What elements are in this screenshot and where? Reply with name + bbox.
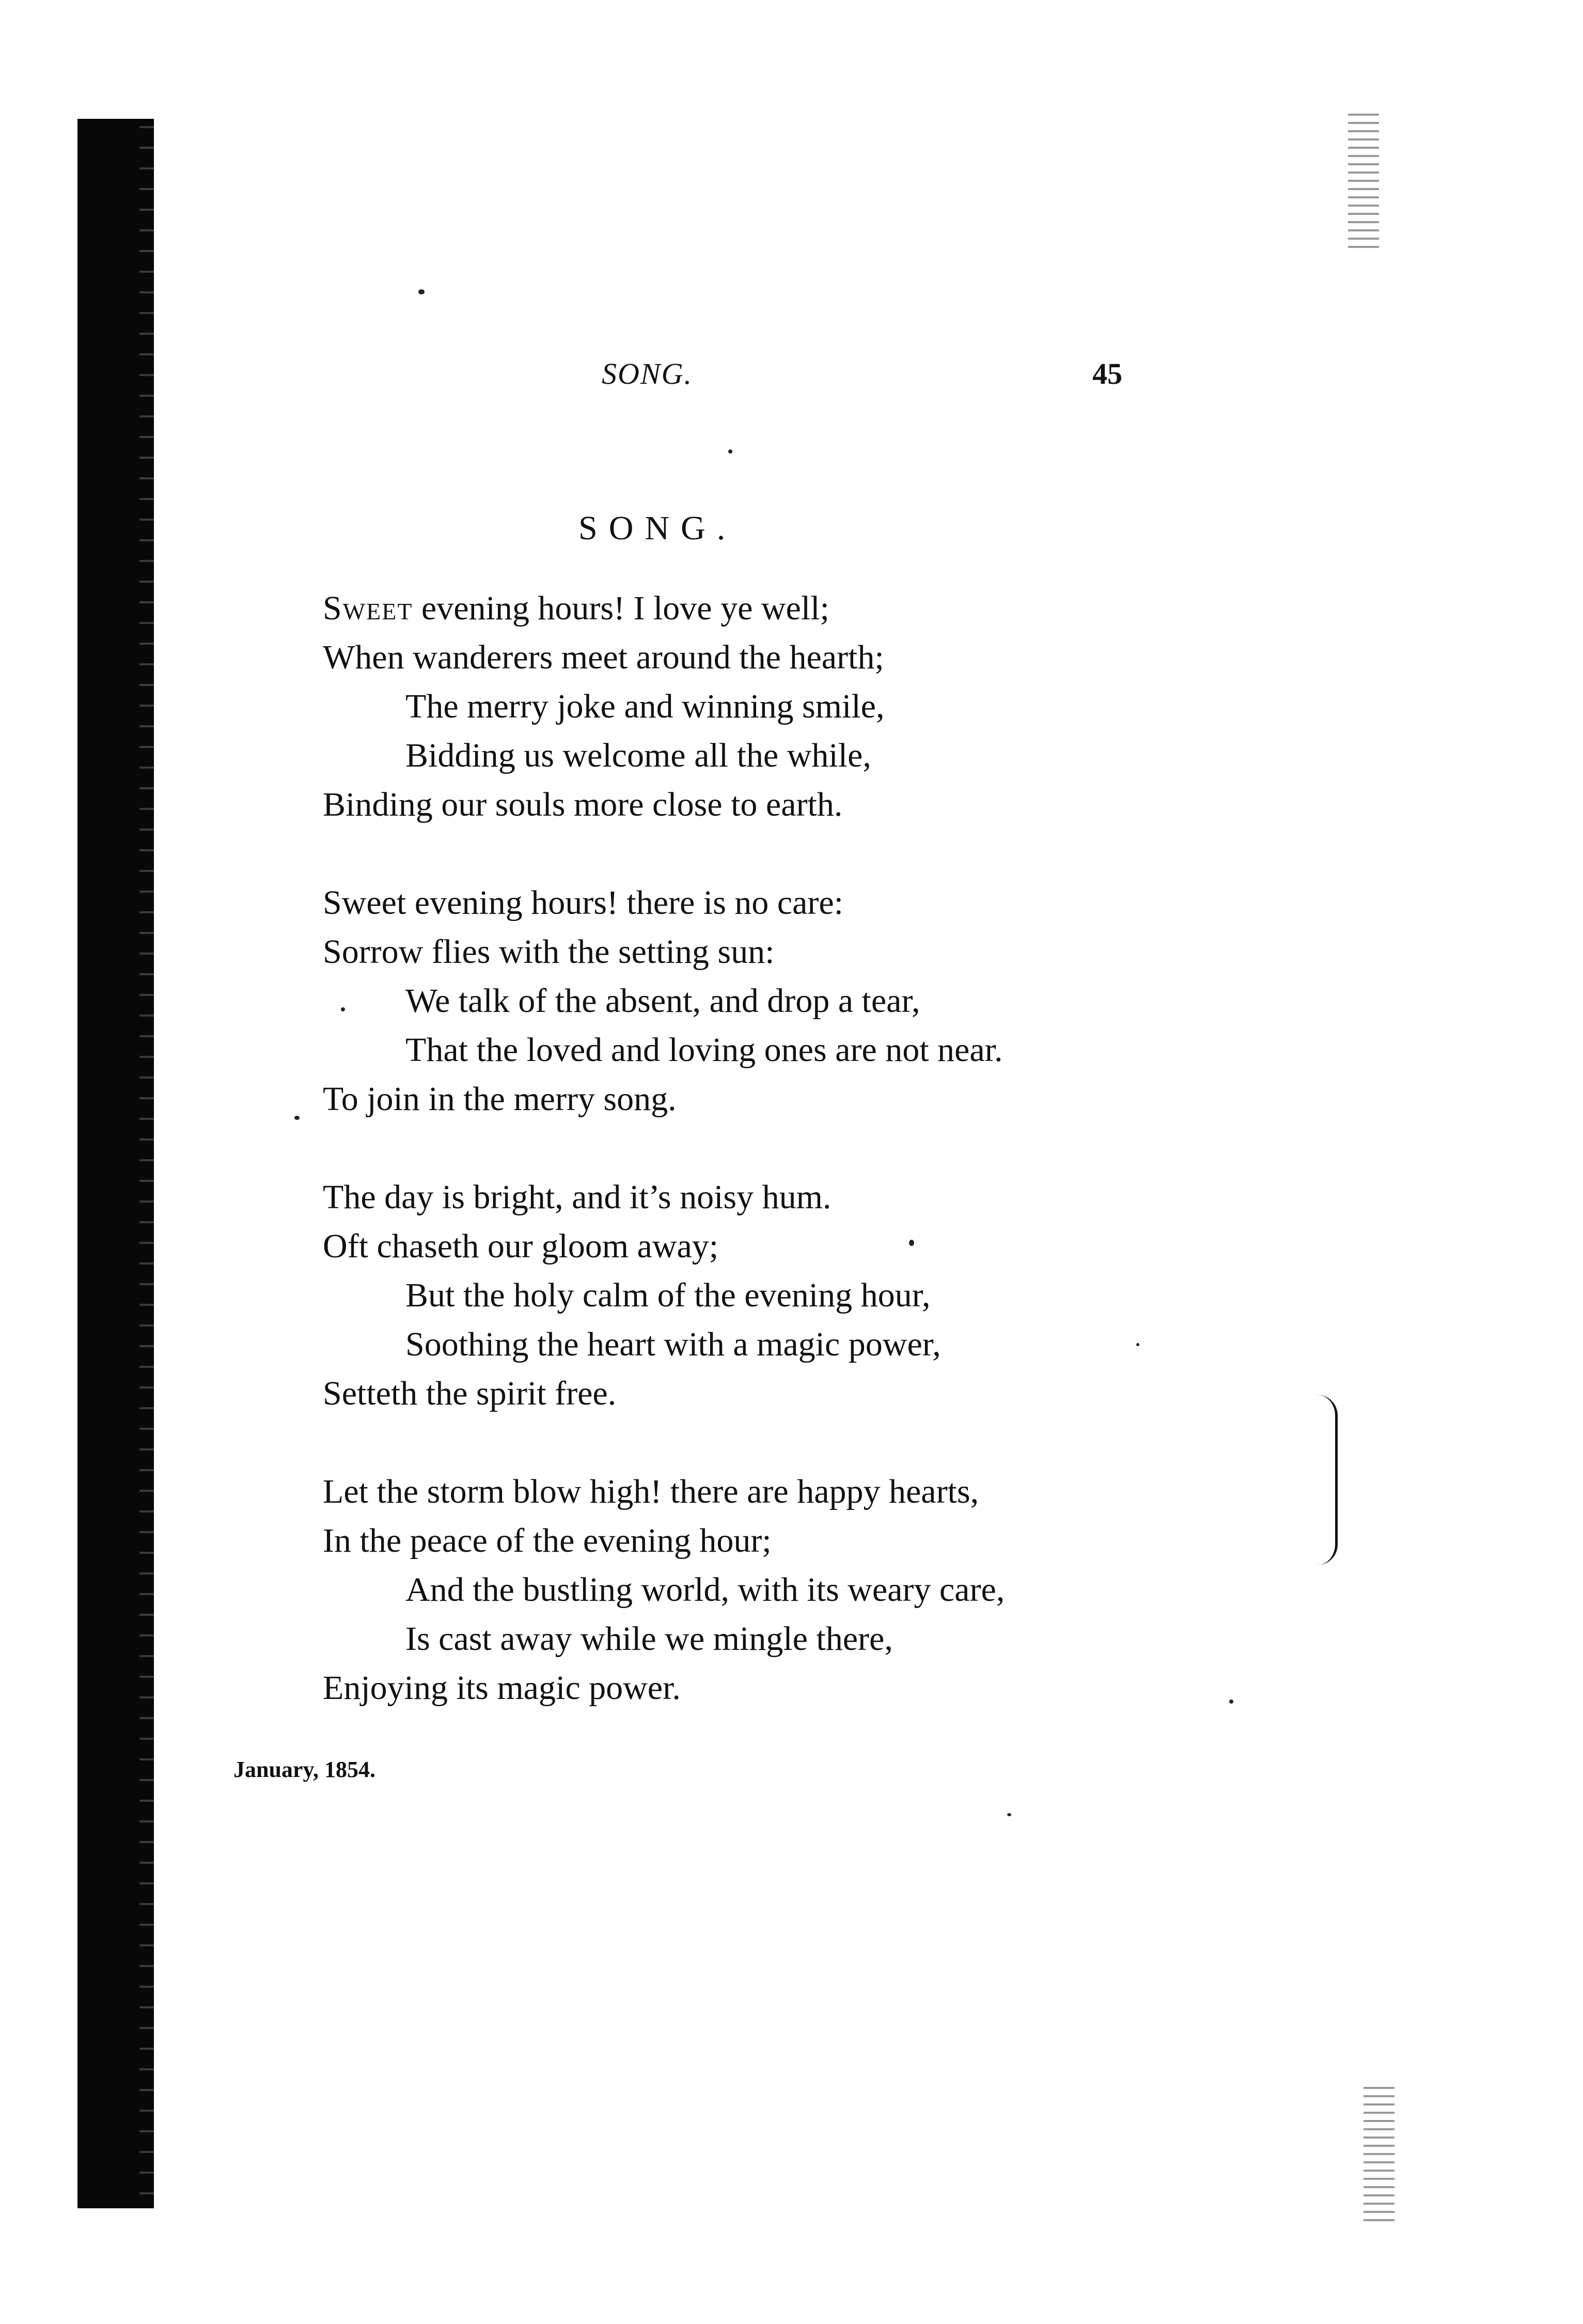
poem-line: In the peace of the evening hour; bbox=[323, 1522, 772, 1559]
poem-line: But the holy calm of the evening hour, bbox=[405, 1276, 931, 1314]
poem-line: Soothing the heart with a magic power, bbox=[405, 1325, 941, 1363]
running-title: SONG. bbox=[602, 357, 693, 391]
dateline: January, 1854. bbox=[233, 1757, 376, 1782]
poem-line: Enjoying its magic power. bbox=[323, 1669, 681, 1707]
poem-line: Bidding us welcome all the while, bbox=[405, 737, 871, 774]
poem-line: The day is bright, and it’s noisy hum. bbox=[323, 1178, 832, 1216]
speck bbox=[728, 449, 732, 454]
edge-noise-top bbox=[1348, 114, 1379, 248]
poem-line: Oft chaseth our gloom away; bbox=[323, 1227, 719, 1265]
speck bbox=[1007, 1813, 1011, 1816]
poem-line: Setteth the spirit free. bbox=[323, 1375, 617, 1412]
stanza bbox=[323, 1173, 1201, 1418]
poem-line bbox=[323, 584, 1201, 633]
stanza bbox=[323, 878, 1201, 1124]
running-head bbox=[0, 356, 1583, 398]
stanza bbox=[323, 584, 1201, 829]
margin-pencil-mark bbox=[1314, 1395, 1338, 1565]
speck bbox=[341, 1007, 345, 1011]
edge-noise-bottom bbox=[1363, 2087, 1394, 2221]
poem-line: Binding our souls more close to earth. bbox=[323, 786, 843, 823]
poem-line: Sweet evening hours! there is no care: bbox=[323, 884, 843, 922]
poem-line-text: evening hours! I love ye well; bbox=[413, 589, 829, 627]
poem-line: That the loved and loving ones are not near. bbox=[405, 1031, 1003, 1069]
drop-word: Sweet bbox=[323, 589, 413, 627]
speck bbox=[418, 289, 425, 294]
poem-title: SONG. bbox=[578, 509, 737, 547]
poem-line: To join in the merry song. bbox=[323, 1080, 677, 1118]
poem-line: When wanderers meet around the hearth; bbox=[323, 638, 884, 676]
binding-edge bbox=[77, 119, 147, 2208]
speck bbox=[909, 1240, 914, 1246]
poem-line: The merry joke and winning smile, bbox=[405, 688, 885, 725]
speck bbox=[294, 1116, 300, 1120]
speck bbox=[1136, 1343, 1139, 1346]
speck bbox=[1229, 1699, 1233, 1704]
page-number: 45 bbox=[1092, 357, 1122, 391]
poem-body bbox=[323, 584, 1201, 1761]
poem-line: Sorrow flies with the setting sun: bbox=[323, 933, 775, 971]
poem-line: We talk of the absent, and drop a tear, bbox=[405, 982, 920, 1020]
poem-line: Let the storm blow high! there are happy hearts, bbox=[323, 1473, 979, 1510]
stanza bbox=[323, 1467, 1201, 1712]
poem-line: Is cast away while we mingle there, bbox=[405, 1620, 893, 1658]
poem-line: And the bustling world, with its weary care, bbox=[405, 1571, 1005, 1609]
binding-edge-texture bbox=[139, 119, 154, 2208]
